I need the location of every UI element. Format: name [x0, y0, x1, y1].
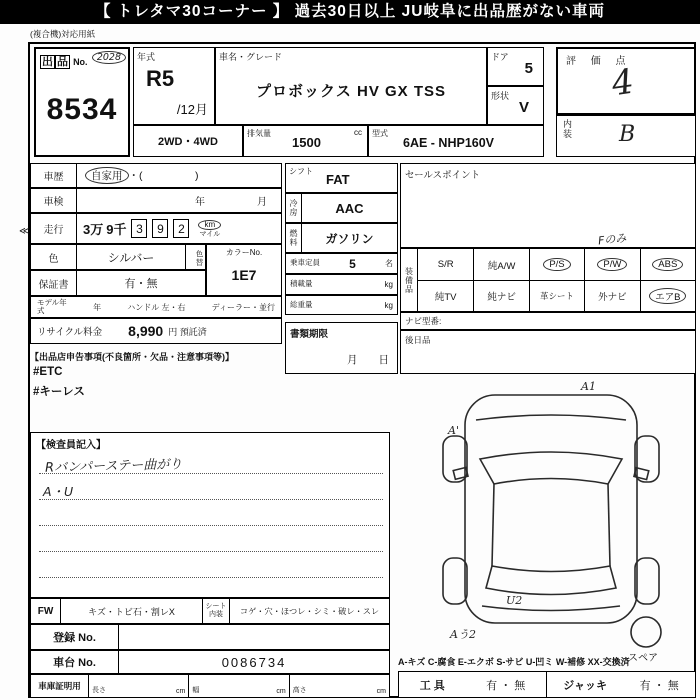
banner: 【 トレタマ30コーナー 】 過去30日以上 JU岐阜に出品歴がない車両: [0, 0, 700, 24]
navi-row: [400, 312, 696, 330]
history-value: 自家用: [85, 167, 129, 184]
year-label: 年式: [137, 52, 156, 62]
drive-box: [133, 125, 243, 157]
inspector-box: [30, 432, 390, 598]
mileage-digit-3: 2: [173, 219, 189, 238]
color-no-label: カラーNo.: [225, 248, 263, 257]
displacement-box: [243, 125, 368, 157]
inspector-note: A・U: [43, 484, 74, 499]
model-code-value: 6AE - NHP160V: [403, 136, 495, 150]
score-value: 4: [609, 61, 637, 105]
later-items-label: 後日品: [405, 335, 431, 345]
recycle-row: [30, 318, 282, 344]
fuel-value: ガソリン: [325, 231, 374, 246]
color-row: [30, 244, 206, 270]
inspection-row: [30, 188, 282, 213]
equipment-item: 純A/W: [473, 249, 528, 280]
garage-field-name: 高さ: [292, 687, 307, 694]
lot-label-no: No.: [73, 57, 88, 67]
displacement-label: 排気量: [247, 129, 271, 138]
capacity-label: 乗車定員: [290, 258, 320, 268]
chassis-label: 車台 No.: [31, 651, 119, 673]
equipment-item: エアB: [640, 280, 695, 311]
load-row: [285, 274, 398, 295]
car-name-box: [215, 47, 487, 125]
year-box: [133, 47, 215, 125]
fw-label: FW: [31, 599, 61, 623]
equipment-grid: [418, 249, 695, 311]
score-label: 評 価 点: [566, 56, 632, 67]
paper-note: (複合機)対応用紙: [30, 29, 96, 39]
color-no-box: [206, 244, 282, 296]
garage-field-name: 幅: [192, 687, 200, 694]
equipment-item: ABS: [640, 249, 695, 280]
sales-point-label: セールスポイント: [405, 170, 481, 181]
equipment-item: P/W: [584, 249, 639, 280]
interior-label: 内装: [562, 119, 572, 139]
shift-label: シフト: [289, 167, 313, 176]
model-row: [30, 296, 282, 318]
jack-value: 有 ・ 無: [639, 679, 679, 692]
docs-value: 月 日: [347, 354, 389, 366]
mileage-unit-km: km: [198, 220, 221, 230]
warranty-row: [30, 270, 206, 296]
spare-circle: [631, 617, 661, 647]
door-box: [487, 47, 544, 86]
year-month: /12月: [176, 102, 208, 117]
score-box: [556, 47, 696, 115]
interior-value: B: [619, 122, 636, 147]
inspection-label: 車検: [31, 189, 77, 212]
shape-value: V: [518, 99, 529, 116]
garage-row: [30, 674, 390, 698]
mileage-sen: 9千: [106, 222, 127, 237]
lot-stamp: 2028: [92, 51, 126, 64]
fw-options: キズ・トビ石・割レX: [61, 599, 203, 623]
garage-field-unit: cm: [376, 688, 386, 695]
sales-note: Fのみ: [597, 231, 627, 248]
shape-label: 形状: [491, 91, 510, 101]
door-value: 5: [524, 60, 533, 77]
lot-label-char2: 品: [57, 56, 68, 68]
model-row-handle: ハンドル 左・右: [127, 302, 186, 312]
declaration-title: 【出品店申告事項(不良箇所・欠品・注意事項等)】: [30, 352, 234, 362]
capacity-value: 5: [349, 256, 356, 271]
annotation-u2: U2: [506, 594, 523, 607]
color-value: シルバー: [107, 250, 155, 265]
ruled-line: [39, 499, 383, 500]
registration-row: [30, 624, 390, 650]
mileage-row: [30, 213, 282, 244]
mileage-digit-1: 3: [131, 219, 147, 238]
color-no-value: 1E7: [231, 267, 257, 283]
capacity-row: [285, 253, 398, 274]
mileage-unit-mile: マイル: [199, 230, 221, 238]
mileage-label: 走行: [31, 214, 77, 243]
lot-label-char1: 出: [42, 56, 53, 68]
annotation-au2: Aう2: [450, 628, 476, 641]
model-row-label: モデル年式: [37, 297, 67, 315]
warranty-value: 有・無: [124, 278, 158, 290]
interior-box: [556, 115, 696, 157]
garage-label: 車庫証明用: [31, 675, 89, 697]
equipment-label: 装備品: [401, 249, 418, 311]
model-code-box: [368, 125, 544, 157]
fold-mark: ≪: [19, 226, 30, 237]
weight-unit: kg: [384, 300, 393, 310]
jack-box: [546, 671, 696, 698]
recycle-suffix: 円 預託済: [168, 326, 207, 337]
equipment-item: 外ナビ: [584, 280, 639, 311]
model-row-dealer: ディーラー・並行: [211, 302, 275, 312]
inspector-note: Rバンパーステー曲がり: [44, 457, 183, 476]
ruled-line: [39, 551, 383, 552]
capacity-unit: 名: [385, 259, 393, 268]
history-label: 車歴: [31, 164, 77, 187]
garage-field-unit: cm: [175, 688, 186, 695]
recycle-label: リサイクル料金: [37, 327, 103, 338]
year-value: R5: [146, 66, 175, 91]
history-suffix: ・( ): [128, 170, 199, 182]
tools-label: 工 具: [419, 679, 445, 692]
color-change-label: 色替: [185, 245, 205, 269]
later-items-box: [400, 330, 696, 374]
declaration-item: #ETC: [33, 366, 63, 378]
declaration-item: #キーレス: [33, 386, 85, 398]
fuel-label: 燃料: [286, 224, 302, 252]
damage-legend: A-キズ C-腐食 E-エクボ S-サビ U-凹ミ W-補修 XX-交換済: [398, 657, 630, 667]
shape-box: [487, 86, 544, 125]
garage-field-unit: cm: [276, 688, 286, 695]
inspection-year: 年: [195, 197, 205, 208]
displacement-value: 1500: [292, 135, 321, 150]
inspector-title: 【検査員記入】: [36, 440, 106, 451]
seat-interior-options: コゲ・穴・ほつレ・シミ・破レ・スレ: [239, 606, 380, 616]
weight-label: 総重量: [290, 299, 313, 309]
drive-value: 2WD・4WD: [158, 136, 218, 148]
jack-label: ジャッキ: [563, 679, 608, 692]
chassis-row: [30, 650, 390, 674]
equipment-item: P/S: [529, 249, 584, 280]
ruled-line: [39, 525, 383, 526]
mileage-man: 3万: [83, 222, 104, 237]
door-label: ドア: [491, 52, 509, 62]
car-name-value: プロボックス HV GX TSS: [255, 83, 447, 100]
ruled-line: [39, 577, 383, 578]
seat-interior-label: シート内装: [203, 599, 230, 623]
equipment-item: S/R: [437, 259, 454, 270]
model-code-label: 型式: [372, 129, 388, 138]
car-outline: [443, 395, 661, 647]
shift-value: FAT: [326, 172, 350, 187]
equipment-item: 革シート: [529, 280, 584, 311]
fw-row: [30, 598, 390, 624]
garage-field-name: 長さ: [92, 687, 106, 694]
model-row-year: 年: [93, 302, 102, 312]
ac-label: 冷房: [286, 194, 302, 222]
lot-box: [34, 47, 130, 157]
inspection-month: 月: [257, 197, 267, 208]
displacement-unit: cc: [354, 128, 362, 137]
lot-number: 8534: [46, 93, 118, 126]
docs-label: 書類期限: [290, 329, 329, 340]
load-label: 積載量: [290, 279, 313, 289]
recycle-value: 8,990: [128, 323, 164, 339]
tools-value: 有 ・ 無: [486, 679, 526, 692]
ac-value: AAC: [335, 200, 364, 216]
equipment-item: 純TV: [418, 280, 473, 311]
car-name-label: 車名・グレード: [219, 52, 283, 62]
warranty-label: 保証書: [31, 271, 77, 295]
history-row: [30, 163, 282, 188]
docs-box: [285, 322, 398, 374]
registration-label: 登録 No.: [31, 625, 119, 649]
weight-row: [285, 295, 398, 315]
load-unit: kg: [384, 280, 393, 289]
tools-box: [398, 671, 547, 698]
sales-point-box: [400, 163, 696, 248]
chassis-value: 0086734: [221, 654, 287, 670]
ac-box: [285, 193, 398, 223]
annotation-a-prime: A': [448, 424, 459, 437]
equipment-item: 純ナビ: [473, 280, 528, 311]
mileage-digit-2: 9: [152, 219, 168, 238]
fuel-box: [285, 223, 398, 253]
equipment-box: [400, 248, 696, 312]
navi-label: ナビ型番:: [405, 316, 442, 326]
color-label: 色: [31, 245, 77, 269]
spare-label: スペア: [628, 653, 658, 664]
shift-box: [285, 163, 398, 193]
annotation-a1: A1: [581, 380, 596, 393]
car-diagram: [398, 374, 698, 664]
